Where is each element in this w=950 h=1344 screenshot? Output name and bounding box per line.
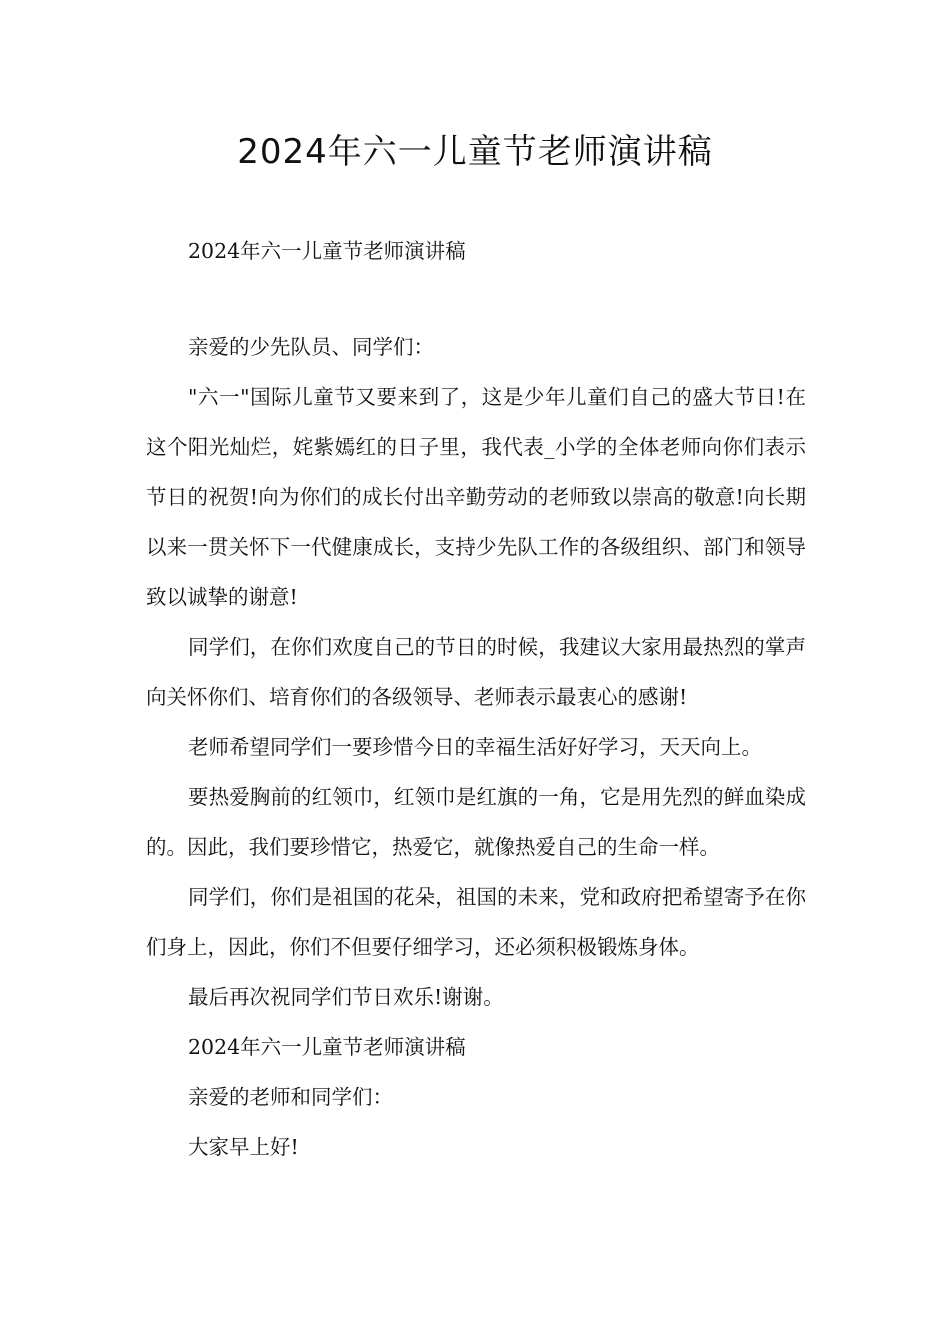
paragraph: 同学们，在你们欢度自己的节日的时候，我建议大家用最热烈的掌声向关怀你们、培育你们的各级领导、老师表示最衷心的感谢!	[146, 635, 806, 709]
paragraph-subtitle: 2024年六一儿童节老师演讲稿	[188, 239, 466, 263]
paragraph-section-title: 2024年六一儿童节老师演讲稿	[188, 1035, 466, 1059]
document-title: 2024年六一儿童节老师演讲稿	[237, 132, 713, 172]
paragraph: 老师希望同学们一要珍惜今日的幸福生活好好学习，天天向上。	[188, 735, 762, 759]
document-body	[146, 226, 806, 1172]
paragraph: 大家早上好!	[188, 1135, 299, 1159]
paragraph: 最后再次祝同学们节日欢乐!谢谢。	[188, 985, 504, 1009]
paragraph-greeting: 亲爱的老师和同学们：	[188, 1085, 393, 1109]
paragraph: "六一"国际儿童节又要来到了，这是少年儿童们自己的盛大节日!在这个阳光灿烂，姹紫嫣红的日子里，我代表_小学的全体老师向你们表示节日的祝贺!向为你们的成长付出辛勤劳动的老师致以崇高的敬意!向长期以来一贯关怀下一代健康成长，支持少先队工作的各级组织、部门和领导致以诚挚的谢意!	[146, 385, 806, 609]
paragraph-greeting: 亲爱的少先队员、同学们：	[188, 335, 434, 359]
paragraph: 要热爱胸前的红领巾，红领巾是红旗的一角，它是用先烈的鲜血染成的。因此，我们要珍惜它，热爱它，就像热爱自己的生命一样。	[146, 785, 806, 859]
paragraph: 同学们，你们是祖国的花朵，祖国的未来，党和政府把希望寄予在你们身上，因此，你们不但要仔细学习，还必须积极锻炼身体。	[146, 885, 806, 959]
